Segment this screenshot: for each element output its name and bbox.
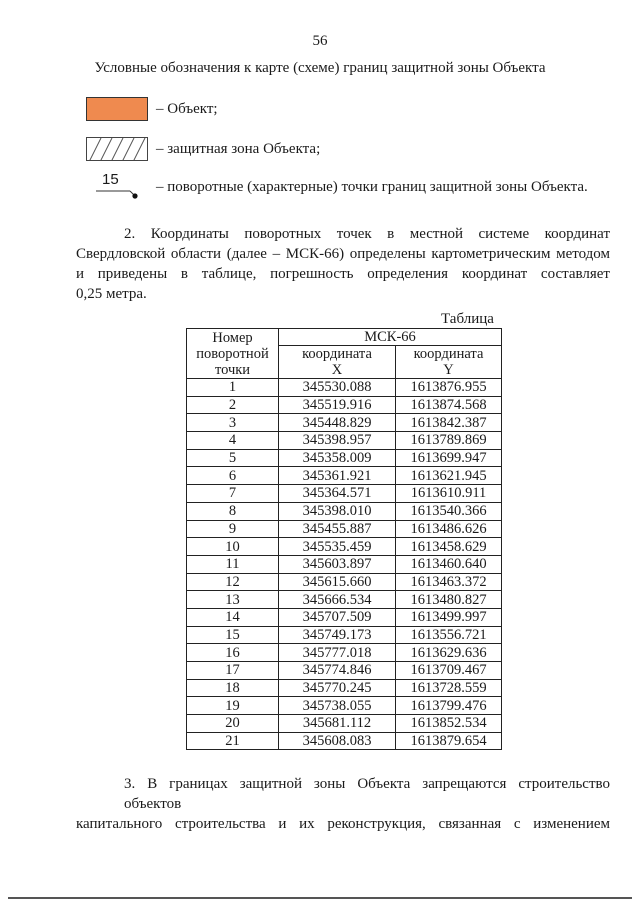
cell-point-number: 21 — [187, 732, 279, 750]
cell-point-number: 4 — [187, 432, 279, 450]
cell-coordinate-x: 345455.887 — [279, 520, 396, 538]
cell-coordinate-x: 345777.018 — [279, 644, 396, 662]
cell-coordinate-x: 345519.916 — [279, 396, 396, 414]
paragraph-line: 2. Координаты поворотных точек в местной системе координат — [124, 226, 610, 242]
cell-coordinate-x: 345535.459 — [279, 538, 396, 556]
table-row — [187, 626, 502, 644]
paragraph-line: капитального строительства и их реконструкция, связанная с изменением — [76, 816, 610, 832]
table-row — [187, 732, 502, 750]
cell-coordinate-x: 345681.112 — [279, 715, 396, 733]
header-line: поворотной — [196, 345, 269, 362]
cell-point-number: 17 — [187, 662, 279, 680]
table-caption: Таблица — [441, 311, 494, 327]
table-row — [187, 432, 502, 450]
table-row — [187, 715, 502, 733]
legend-zone-label: – защитная зона Объекта; — [156, 140, 321, 157]
page-number: 56 — [312, 33, 328, 49]
header-line: точки — [214, 361, 251, 378]
header-coordinate-system: МСК-66 — [279, 329, 502, 346]
table-row — [187, 520, 502, 538]
legend-title: Условные обозначения к карте (схеме) границ защитной зоны Объекта — [94, 60, 546, 76]
header-line: координата — [413, 346, 484, 362]
header-line: Y — [443, 362, 454, 378]
cell-point-number: 20 — [187, 715, 279, 733]
cell-coordinate-y: 1613842.387 — [396, 414, 502, 432]
cell-point-number: 3 — [187, 414, 279, 432]
cell-coordinate-y: 1613799.476 — [396, 697, 502, 715]
cell-point-number: 14 — [187, 608, 279, 626]
cell-point-number: 15 — [187, 626, 279, 644]
paragraph-line: 0,25 метра. — [76, 286, 147, 302]
cell-coordinate-x: 345358.009 — [279, 449, 396, 467]
cell-coordinate-x: 345774.846 — [279, 662, 396, 680]
legend-point-row — [86, 171, 588, 200]
header-coordinate-y — [396, 346, 502, 379]
turning-point-symbol — [86, 171, 148, 200]
coordinates-table — [186, 328, 502, 750]
legend-object-row — [86, 97, 218, 121]
cell-point-number: 11 — [187, 555, 279, 573]
table-row — [187, 379, 502, 397]
cell-coordinate-x: 345448.829 — [279, 414, 396, 432]
cell-coordinate-y: 1613629.636 — [396, 644, 502, 662]
cell-point-number: 9 — [187, 520, 279, 538]
cell-point-number: 2 — [187, 396, 279, 414]
cell-coordinate-x: 345398.010 — [279, 502, 396, 520]
cell-coordinate-x: 345666.534 — [279, 591, 396, 609]
cell-coordinate-y: 1613728.559 — [396, 679, 502, 697]
cell-coordinate-y: 1613852.534 — [396, 715, 502, 733]
cell-point-number: 7 — [187, 485, 279, 503]
cell-coordinate-y: 1613789.869 — [396, 432, 502, 450]
hatch-pattern-icon — [87, 138, 148, 161]
cell-coordinate-x: 345749.173 — [279, 626, 396, 644]
cell-coordinate-y: 1613486.626 — [396, 520, 502, 538]
cell-coordinate-y: 1613709.467 — [396, 662, 502, 680]
table-row — [187, 573, 502, 591]
cell-coordinate-y: 1613699.947 — [396, 449, 502, 467]
cell-coordinate-x: 345608.083 — [279, 732, 396, 750]
cell-point-number: 1 — [187, 379, 279, 397]
zone-hatch-symbol — [86, 137, 148, 161]
header-line: Номер — [212, 329, 253, 346]
cell-point-number: 16 — [187, 644, 279, 662]
cell-coordinate-y: 1613610.911 — [396, 485, 502, 503]
header-line: X — [331, 362, 343, 378]
cell-coordinate-y: 1613874.568 — [396, 396, 502, 414]
cell-coordinate-x: 345707.509 — [279, 608, 396, 626]
table-row — [187, 679, 502, 697]
turning-point-number: 15 — [102, 171, 119, 188]
paragraph-line: 3. В границах защитной зоны Объекта запрещаются строительство объектов — [124, 776, 610, 812]
cell-coordinate-y: 1613499.997 — [396, 608, 502, 626]
header-line: координата — [302, 346, 372, 362]
cell-coordinate-x: 345738.055 — [279, 697, 396, 715]
paragraph-coordinates — [76, 224, 610, 304]
cell-point-number: 10 — [187, 538, 279, 556]
object-symbol — [86, 97, 148, 121]
cell-coordinate-x: 345615.660 — [279, 573, 396, 591]
cell-coordinate-x: 345770.245 — [279, 679, 396, 697]
cell-coordinate-y: 1613876.955 — [396, 379, 502, 397]
paragraph-line: и приведены в таблице, погрешность определения координат составляет — [76, 266, 610, 282]
cell-point-number: 5 — [187, 449, 279, 467]
table-row — [187, 644, 502, 662]
table-row — [187, 662, 502, 680]
cell-coordinate-y: 1613460.640 — [396, 555, 502, 573]
cell-coordinate-x: 345364.571 — [279, 485, 396, 503]
table-row — [187, 449, 502, 467]
cell-coordinate-y: 1613463.372 — [396, 573, 502, 591]
cell-point-number: 18 — [187, 679, 279, 697]
cell-coordinate-x: 345603.897 — [279, 555, 396, 573]
table-row — [187, 414, 502, 432]
table-row — [187, 502, 502, 520]
paragraph-line: Свердловской области (далее – МСК-66) определены картометрическим методом — [76, 246, 610, 262]
table-row — [187, 538, 502, 556]
legend-zone-row — [86, 137, 320, 161]
table-row — [187, 591, 502, 609]
table-row — [187, 555, 502, 573]
cell-coordinate-y: 1613621.945 — [396, 467, 502, 485]
header-point-number — [187, 329, 279, 379]
table-row — [187, 396, 502, 414]
cell-coordinate-y: 1613480.827 — [396, 591, 502, 609]
cell-point-number: 19 — [187, 697, 279, 715]
table-row — [187, 485, 502, 503]
table-row — [187, 467, 502, 485]
paragraph-restrictions — [76, 774, 610, 834]
table-row — [187, 697, 502, 715]
table-row — [187, 608, 502, 626]
cell-point-number: 13 — [187, 591, 279, 609]
table-body — [187, 379, 502, 750]
cell-point-number: 12 — [187, 573, 279, 591]
cell-coordinate-y: 1613879.654 — [396, 732, 502, 750]
cell-coordinate-x: 345398.957 — [279, 432, 396, 450]
cell-point-number: 6 — [187, 467, 279, 485]
page-bottom-rule — [8, 897, 632, 899]
legend-point-label: – поворотные (характерные) точки границ защитной зоны Объекта. — [156, 178, 588, 195]
cell-coordinate-x: 345530.088 — [279, 379, 396, 397]
cell-point-number: 8 — [187, 502, 279, 520]
cell-coordinate-y: 1613458.629 — [396, 538, 502, 556]
cell-coordinate-y: 1613556.721 — [396, 626, 502, 644]
cell-coordinate-y: 1613540.366 — [396, 502, 502, 520]
cell-coordinate-x: 345361.921 — [279, 467, 396, 485]
header-coordinate-x — [279, 346, 396, 379]
legend-object-label: – Объект; — [156, 100, 218, 117]
